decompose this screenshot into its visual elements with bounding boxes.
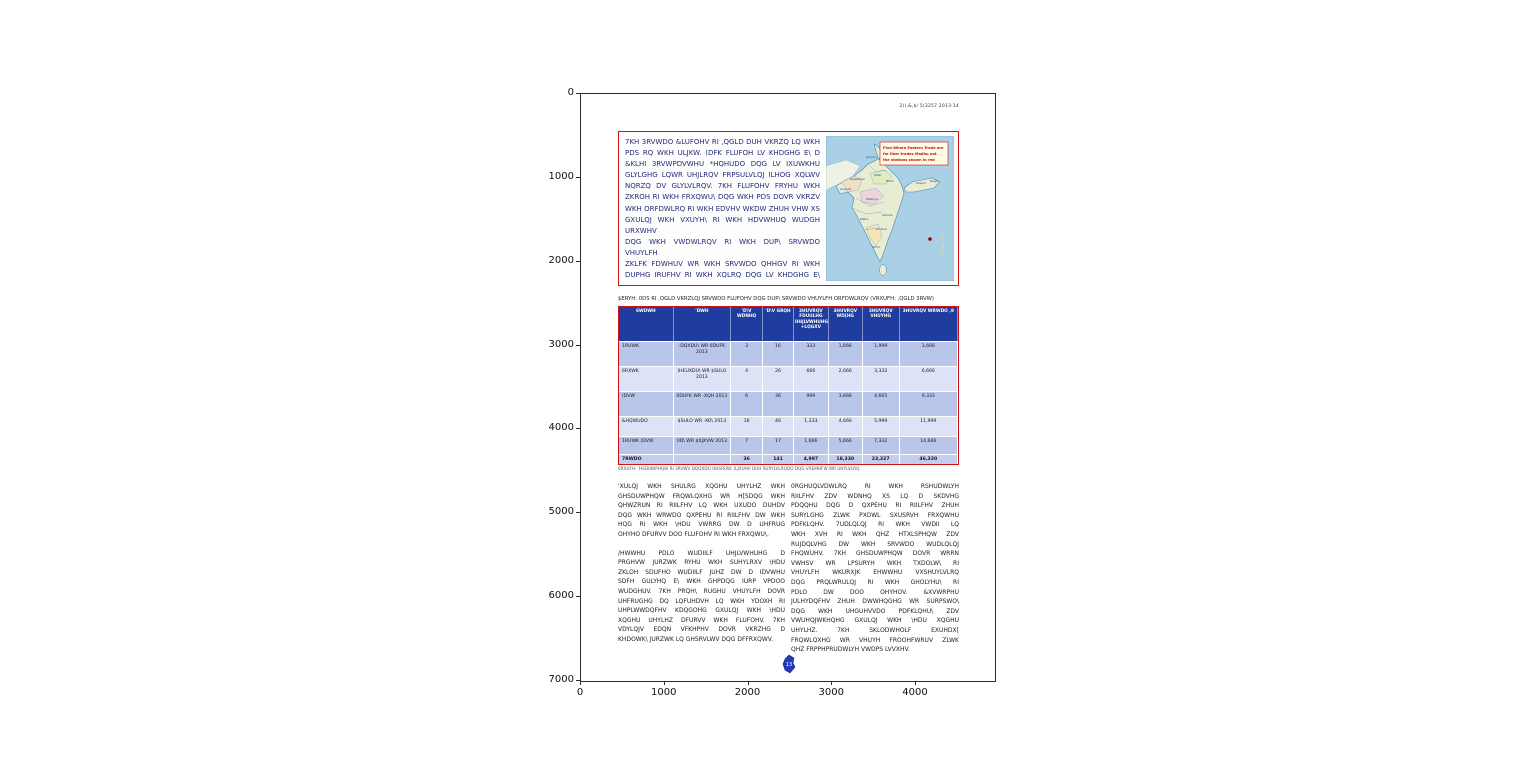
body-text-left-column xyxy=(618,482,785,645)
y-axis-tick-mark xyxy=(576,93,580,94)
table-cell: 3,666 xyxy=(900,341,958,366)
y-axis-tick-mark xyxy=(576,596,580,597)
y-axis-tick-label: 7000 xyxy=(548,673,574,685)
table-cell: 1RUWK (DVW xyxy=(619,436,674,454)
table-cell: 7 xyxy=(731,436,763,454)
paragraph-gap xyxy=(618,540,785,549)
x-axis-tick-mark xyxy=(664,681,665,685)
table-cell: 17 xyxy=(763,436,794,454)
body-text-line: OHYHO DFURVV DOO FLUFOHV RI WKH FRXQWU\. xyxy=(618,530,769,538)
table-cell: 3,332 xyxy=(863,366,900,391)
table-cell: -DQXDU\ WR 0DUFK 2013 xyxy=(674,341,732,366)
body-text-line: WKH XVH RI WKH QHZ HTXLSPHQW ZDV xyxy=(791,530,959,538)
table-cell: 7,332 xyxy=(863,436,900,454)
table-cell: 0D\ WR $XJXVW 2013 xyxy=(674,436,732,454)
y-axis-tick-mark xyxy=(576,428,580,429)
intro-text-line: &KLHI 3RVWPDVWHU *HQHUDO DQG LV IXUWKHU xyxy=(625,160,820,169)
table-cell: 9,333 xyxy=(900,391,958,416)
body-text-line: FRQWLQXHG WR VHUYH FROOHFWRUV ZLWK xyxy=(791,636,959,644)
table-row xyxy=(619,454,958,464)
map-caption: $ERYH: 0DS RI ,QGLD VKRZLQJ SRVWDO FLUFOHV DQG DUP\ SRVWDO VHUYLFH ORFDWLRQV (VRXUFH: ,QGLD 3RVW) xyxy=(618,296,934,302)
body-text-line: PRGHVW JURZWK RYHU WKH SUHYLRXV \HDU xyxy=(618,559,785,567)
y-axis-tick-label: 0 xyxy=(567,87,574,98)
y-axis-tick-label: 6000 xyxy=(548,590,574,602)
emblem-number: 13 xyxy=(785,662,793,668)
table-cell: 11,999 xyxy=(900,416,958,436)
table-cell: 3,666 xyxy=(829,391,863,416)
y-axis-tick-label: 3000 xyxy=(548,338,574,350)
body-text-line: WUDGHUV. 7KH PRQH\ RUGHU VHUYLFH DOVR xyxy=(618,587,785,595)
table-header-cell: 3HUVRQV FDUULHG UHJLVWHUHG +LQGXV xyxy=(794,307,829,341)
body-text-line: VWUHQJWKHQHG GXULQJ WKH \HDU XQGHU xyxy=(791,617,959,625)
body-text-line: VDYLQJV EDQN VFKHPHV DOVR VKRZHG D xyxy=(618,626,785,634)
table-cell: 666 xyxy=(794,366,829,391)
body-text-line: QHZ FRPPHPRUDWLYH VWDPS LVVXHV. xyxy=(791,646,910,654)
table-header-cell: 3HUVRQV VHUYHG xyxy=(863,307,900,341)
table-header-cell: 3HUVRQV WD[HG xyxy=(829,307,863,341)
table-cell: 46,330 xyxy=(900,454,958,464)
x-axis-tick-label: 2000 xyxy=(734,687,761,698)
table-row xyxy=(619,366,958,391)
table-cell: (DVW xyxy=(619,391,674,416)
intro-text-line: GLYLGHG LQWR UHJLRQV FRPSULVLQJ ILHOG XQLWV xyxy=(625,171,820,180)
body-text-line: RUJDQLVHG DW WKH SRVWDO WUDLQLQJ xyxy=(791,540,959,548)
island-shape xyxy=(941,236,943,241)
table-cell: 6,666 xyxy=(900,366,958,391)
y-axis-tick-mark xyxy=(576,261,580,262)
intro-red-box xyxy=(618,131,959,286)
body-text-line: QHWZRUN RI RIILFHV LQ WKH UXUDO DUHDV xyxy=(618,502,785,510)
body-text-line: KHDOWK\ JURZWK LQ GHSRVLWV DQG DFFRXQWV. xyxy=(618,635,774,643)
map-state-label: Naga xyxy=(930,179,938,183)
x-axis-tick-mark xyxy=(915,681,916,685)
india-map-svg xyxy=(826,136,954,281)
map-location-marker xyxy=(928,237,932,241)
map-state-label: Andhra xyxy=(876,227,887,231)
body-text-line: HQG RI WKH \HDU VWRRG DW D UHFRUG xyxy=(618,521,785,529)
intro-text-line: DUPHG IRUFHV RI WKH XQLRQ DQG LV KHDGHG E\ xyxy=(625,271,820,280)
x-axis-tick-label: 0 xyxy=(576,687,584,698)
sri-lanka-shape xyxy=(880,265,887,276)
table-cell: 4,997 xyxy=(794,454,829,464)
table-cell: 16 xyxy=(763,341,794,366)
table-cell: 1,333 xyxy=(794,416,829,436)
body-text-line: JULHYDQFHV ZHUH DWWHQGHG WR SURPSWO\ xyxy=(791,598,959,606)
intro-text-line: ZKLFK FDWHUV WR WKH SRVWDO QHHGV RI WKH xyxy=(625,260,820,269)
table-row xyxy=(619,391,958,416)
table-header-cell: 'D\V WDNHQ xyxy=(731,307,763,341)
body-text-right-column xyxy=(791,482,959,655)
table-cell: 1RUWK xyxy=(619,341,674,366)
table-row xyxy=(619,436,958,454)
table-cell: 6 xyxy=(731,391,763,416)
table-cell: 141 xyxy=(763,454,794,464)
body-text-line: SDFH GULYHQ E\ WKH GHPDQG IURP VPDOO xyxy=(618,578,785,586)
table-header-cell: 'DWH xyxy=(674,307,732,341)
x-axis-tick-mark xyxy=(580,681,581,685)
table-cell: 1,999 xyxy=(863,341,900,366)
map-note-line: Find Where Eastern Trade are xyxy=(883,146,944,150)
map-state-label: Maha xyxy=(860,217,869,221)
body-text-line: UHYLHZ. 7KH SKLODWHOLF EXUHDX[ xyxy=(791,626,959,634)
y-axis-tick-mark xyxy=(576,177,580,178)
left-paragraph-1 xyxy=(618,482,785,540)
table-cell: 999 xyxy=(794,391,829,416)
table-body xyxy=(619,341,958,464)
map-state-label: Madhya xyxy=(866,197,878,201)
intro-text-line: PDS RQ WKH ULJKW. (DFK FLUFOH LV KHDGHG E\ D xyxy=(625,149,820,158)
table-caption: 6RXUFH: 'HSDUWPHQW RI 3RVWV DQQXDO UHSRUW; ILJXUHV DUH SURYLVLRQDO DQG VXEMHFW WR UHYLVLRQ. xyxy=(618,466,861,471)
map-note-line: for liber trades Madhu not xyxy=(883,152,937,156)
table-cell: 0DUFK WR -XQH 2013 xyxy=(674,391,732,416)
table-cell: 4,666 xyxy=(829,416,863,436)
body-text-line: PDFKLQHV. 7UDLQLQJ RI WKH VWDII LQ xyxy=(791,521,959,529)
table-cell: 4 xyxy=(731,366,763,391)
body-text-line: 'XULQJ WKH SHULRG XQGHU UHYLHZ WKH xyxy=(618,483,785,490)
map-state-label: Odisha xyxy=(882,213,893,217)
page-emblem-icon xyxy=(781,654,797,674)
map-state-label: Gujarat xyxy=(840,187,852,191)
body-text-line: VHUYLFH WKURXJK EHWWHU VXSHUYLVLRQ xyxy=(791,569,959,577)
india-map xyxy=(826,136,954,281)
statistics-table xyxy=(618,306,959,465)
table-cell: 2,666 xyxy=(829,366,863,391)
intro-text-line: ZKROH RI WKH FRXQWU\ DQG WKH PDS DOVR VKRZV xyxy=(625,193,820,202)
island-shape xyxy=(942,252,944,256)
table-cell: 46 xyxy=(763,416,794,436)
body-text-line: 0RGHUQLVDWLRQ RI WKH RSHUDWLYH xyxy=(791,483,959,490)
left-paragraph-2 xyxy=(618,549,785,645)
y-axis-tick-label: 1000 xyxy=(548,170,574,182)
map-state-label: Bihar xyxy=(886,179,894,183)
right-paragraph xyxy=(791,482,959,655)
map-state-label: Tamil xyxy=(872,245,880,249)
table-cell: )HEUXDU\ WR $SULO 2013 xyxy=(674,366,732,391)
map-state-label: Uttar xyxy=(874,173,882,177)
table-cell: $SULO WR -XO\ 2013 xyxy=(674,416,732,436)
map-state-label: Jammu xyxy=(866,155,877,159)
body-text-line: /HWWHU PDLO WUDIILF UHJLVWHUHG D xyxy=(618,549,785,557)
body-text-line: RIILFHV ZDV WDNHQ XS LQ D SKDVHG xyxy=(791,492,959,500)
table-cell: 16 xyxy=(731,416,763,436)
page-header-text: 2)),&,$/ 5(3257 2013-14 xyxy=(899,104,959,109)
y-axis-tick-mark xyxy=(576,345,580,346)
x-axis-tick-mark xyxy=(831,681,832,685)
table-cell: &HQWUDO xyxy=(619,416,674,436)
table-cell: 5,999 xyxy=(863,416,900,436)
table-cell: 18,330 xyxy=(829,454,863,464)
x-axis-tick-label: 1000 xyxy=(651,687,677,698)
table-header-cell: 6WDWH xyxy=(619,307,674,341)
table-cell: 333 xyxy=(794,341,829,366)
table-cell: 36 xyxy=(731,454,763,464)
body-text-line: DQG WKH WRWDO QXPEHU RI RIILFHV DW WKH xyxy=(618,511,785,519)
map-note-line: the stations shown in red xyxy=(883,158,935,162)
table-row xyxy=(619,341,958,366)
document-page xyxy=(580,93,996,682)
table-cell: 7RWDO xyxy=(619,454,674,464)
body-text-line: FHQWUHV. 7KH GHSDUWPHQW DOVR WRRN xyxy=(791,550,959,558)
intro-text-line: NQRZQ DV GLYLVLRQV. 7KH FLUFOHV FRYHU WKH xyxy=(625,182,820,191)
y-axis-tick-mark xyxy=(576,512,580,513)
body-text-line: UHPLWWDQFHV KDQGOHG GXULQJ WKH \HDU xyxy=(618,607,785,615)
island-shape xyxy=(942,244,944,249)
body-text-line: XQGHU UHYLHZ DFURVV WKH FLUFOHV. 7KH xyxy=(618,616,785,624)
table-row xyxy=(619,416,958,436)
table-cell: 26 xyxy=(763,366,794,391)
intro-paragraph xyxy=(623,136,822,281)
table-cell: 6RXWK xyxy=(619,366,674,391)
table-cell: 1,666 xyxy=(794,436,829,454)
body-text-line: UHFRUGHG DQ LQFUHDVH LQ WKH YDOXH RI xyxy=(618,597,785,605)
body-text-line: DQG WKH UHGUHVVDO PDFKLQHU\ ZDV xyxy=(791,607,959,615)
intro-text-line: WKH ORFDWLRQ RI WKH EDVHV WKDW ZHUH VHW XS xyxy=(625,204,820,213)
table-cell: 14,666 xyxy=(900,436,958,454)
map-state-label: Rajasthan xyxy=(850,177,865,181)
table-header-row xyxy=(619,307,958,341)
x-axis-tick-label: 4000 xyxy=(902,687,928,698)
body-text-line: GHSDUWPHQW FRQWLQXHG WR H[SDQG WKH xyxy=(618,492,785,500)
x-axis-tick-mark xyxy=(748,681,749,685)
table-header-cell: 'D\V GRQH xyxy=(763,307,794,341)
body-text-line: VWHSV WR LPSURYH WKH TXDOLW\ RI xyxy=(791,559,959,567)
intro-text-line: GXULQJ WKH VXUYH\ RI WKH HDVWHUQ WUDGH URXWHV xyxy=(625,215,820,235)
body-text-line: DQG PRQLWRULQJ RI WKH GHOLYHU\ RI xyxy=(791,578,959,586)
y-axis-tick-label: 4000 xyxy=(548,422,574,434)
body-text-line: PDLO DW DOO OHYHOV. &XVWRPHU xyxy=(791,588,959,596)
table-cell: 36 xyxy=(763,391,794,416)
y-axis-tick-label: 5000 xyxy=(548,506,574,518)
y-axis-tick-label: 2000 xyxy=(548,254,574,266)
table-cell: 23,327 xyxy=(863,454,900,464)
body-text-line: SURYLGHG ZLWK PXOWL SXUSRVH FRXQWHU xyxy=(791,511,959,519)
intro-text-line: DQG WKH VWDWLRQV RI WKH DUP\ SRVWDO VHUYLFH xyxy=(625,237,820,257)
table-header-cell: 3HUVRQV WRWDO ,9 xyxy=(900,307,958,341)
table-cell: 1,666 xyxy=(829,341,863,366)
table-cell: 4,665 xyxy=(863,391,900,416)
body-text-line: ZKLOH SDUFHO WUDIILF JUHZ DW D IDVWHU xyxy=(618,568,785,576)
table-cell xyxy=(674,454,732,464)
table-cell: 3 xyxy=(731,341,763,366)
x-axis-tick-label: 3000 xyxy=(818,687,844,698)
table-cell: 5,666 xyxy=(829,436,863,454)
map-state-label: Assam xyxy=(916,181,926,185)
intro-text-line: 7KH 3RVWDO &LUFOHV RI ,QGLD DUH VKRZQ LQ WKH xyxy=(625,138,820,146)
body-text-line: PDQQHU DQG D QXPEHU RI RIILFHV ZHUH xyxy=(791,502,959,510)
